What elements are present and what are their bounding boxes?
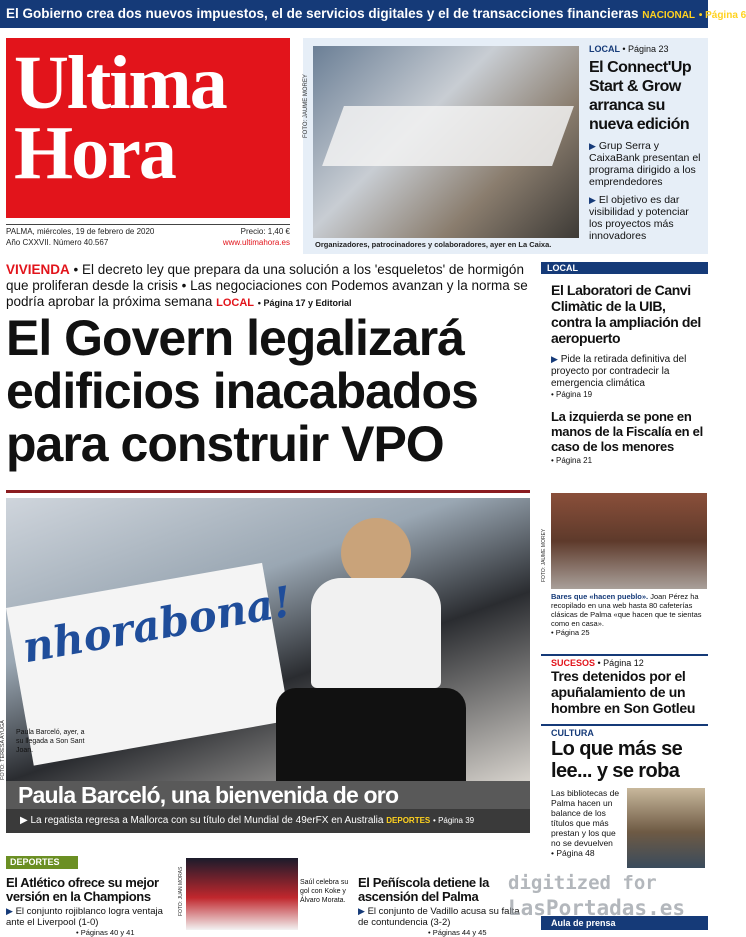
watermark-line2: LasPortadas.es bbox=[508, 896, 686, 920]
top-banner[interactable] bbox=[0, 0, 746, 28]
masthead-logo[interactable] bbox=[6, 38, 290, 218]
top-banner-page: • Página 6 bbox=[698, 10, 746, 21]
luggage bbox=[276, 688, 466, 781]
sidebar-story2-page: • Página 21 bbox=[551, 456, 593, 465]
photo-story-headline[interactable]: Paula Barceló, una bienvenida de oro bbox=[6, 781, 530, 809]
sidebar-story1-page: • Página 19 bbox=[551, 390, 593, 399]
triangle-icon: ▶ bbox=[358, 906, 365, 916]
main-story-section: LOCAL bbox=[216, 297, 255, 309]
connectup-section: LOCAL bbox=[589, 44, 620, 54]
cultura-kicker: CULTURA bbox=[551, 728, 594, 738]
bares-photo[interactable] bbox=[551, 493, 707, 589]
table-shape bbox=[322, 106, 574, 166]
atletico-block[interactable] bbox=[6, 876, 176, 937]
cultura-text: Las bibliotecas de Palma hacen un balance de los títulos que más prestan y los que no se devuelven bbox=[551, 788, 620, 848]
atletico-photo[interactable] bbox=[186, 858, 298, 930]
library-photo bbox=[627, 788, 705, 868]
bottom-strip bbox=[6, 856, 530, 937]
bares-text-block bbox=[551, 592, 705, 637]
top-banner-text: El Gobierno crea dos nuevos impuestos, el de servicios digitales y el de transacciones financieras bbox=[6, 6, 639, 21]
atletico-photo-credit: FOTO: JUAN MORAS bbox=[178, 866, 184, 916]
connectup-page: • Página 23 bbox=[622, 44, 669, 54]
connectup-bullet1: Grup Serra y CaixaBank presentan el programa dirigido a los emprendedores bbox=[589, 140, 701, 188]
main-story-page: • Página 17 y Editorial bbox=[257, 298, 352, 308]
main-headline-line1: El Govern legalizará bbox=[6, 310, 464, 366]
cultura-headline: Lo que más se lee... y se roba bbox=[551, 738, 683, 782]
masthead-date: PALMA, miércoles, 19 de febrero de 2020 bbox=[6, 227, 155, 236]
bottom-label: DEPORTES bbox=[6, 856, 78, 869]
main-headline-line3: para construir VPO bbox=[6, 416, 444, 472]
sidebar-story1-headline[interactable]: El Laboratori de Canvi Climàtic de la UIB, contra la ampliación del aeropuerto bbox=[551, 282, 701, 346]
divider bbox=[6, 490, 530, 493]
bares-text: Joan Pérez ha recopilado en una web hasta 80 cafeterías clásicas de Palma «que hacen que te sientas como en casa». bbox=[551, 592, 702, 628]
atletico-headline: El Atlético ofrece su mejor versión en la Champions bbox=[6, 875, 159, 904]
triangle-icon: ▶ bbox=[6, 906, 13, 916]
connectup-photo bbox=[313, 46, 579, 238]
sidebar-label: LOCAL bbox=[541, 262, 708, 274]
masthead-meta bbox=[6, 224, 290, 247]
triangle-icon: ▶ bbox=[551, 354, 558, 364]
sucesos-headline: Tres detenidos por el apuñalamiento de un hombre en Son Gotleu bbox=[551, 668, 696, 716]
cultura-text-block bbox=[551, 788, 623, 868]
photo-caption: Paula Barceló, ayer, a su llegada a Son Sant Joan. bbox=[16, 729, 85, 754]
sidebar-story1-bullet: Pide la retirada definitiva del proyecto por contradecir la emergencia climática bbox=[551, 354, 687, 389]
connectup-text bbox=[589, 44, 704, 242]
bares-lead: Bares que «hacen pueblo». bbox=[551, 592, 649, 601]
connectup-box[interactable] bbox=[303, 38, 708, 254]
masthead-price: Precio: 1,40 € bbox=[240, 227, 290, 236]
peniscola-block[interactable] bbox=[358, 876, 530, 937]
logo-line2: Hora bbox=[14, 111, 175, 195]
connectup-caption: Organizadores, patrocinadores y colaboradores, ayer en La Caixa. bbox=[315, 240, 552, 249]
athlete-body bbox=[311, 578, 441, 688]
bares-page: • Página 25 bbox=[551, 628, 590, 637]
welcome-banner-text: nhorabona! bbox=[18, 576, 296, 673]
main-story-kicker: VIVIENDA bbox=[6, 262, 70, 277]
masthead-website[interactable]: www.ultimahora.es bbox=[222, 238, 290, 247]
airport-photo[interactable] bbox=[6, 498, 530, 781]
sidebar bbox=[541, 262, 708, 930]
peniscola-page: • Páginas 44 y 45 bbox=[428, 928, 487, 937]
bares-photo-credit: FOTO: JAUME MOREY bbox=[541, 528, 547, 582]
sucesos-page: • Página 12 bbox=[597, 658, 644, 668]
connectup-photo-credit: FOTO: JAUME MOREY bbox=[303, 74, 309, 138]
main-headline[interactable] bbox=[6, 312, 526, 471]
triangle-icon: ▶ bbox=[589, 195, 596, 205]
peniscola-text: El conjunto de Vadillo acusa su falta de contundencia (3-2) bbox=[358, 906, 520, 928]
main-headline-line2: edificios inacabados bbox=[6, 363, 478, 419]
sidebar-story2-headline[interactable]: La izquierda se pone en manos de la Fiscalía en el caso de los menores bbox=[551, 409, 703, 454]
atletico-page: • Páginas 40 y 41 bbox=[76, 928, 135, 937]
top-banner-section: NACIONAL bbox=[642, 10, 696, 21]
main-story-deck bbox=[6, 262, 530, 311]
sucesos-kicker: SUCESOS bbox=[551, 658, 596, 668]
connectup-bullet2: El objetivo es dar visibilidad y potenciar los proyectos más innovadores bbox=[589, 194, 689, 242]
triangle-icon: ▶ bbox=[589, 141, 596, 151]
divider bbox=[541, 724, 708, 726]
sucesos-block[interactable] bbox=[551, 658, 707, 716]
photo-story-subtitle-bar bbox=[6, 809, 530, 833]
aula-label: Aula de prensa bbox=[551, 918, 616, 928]
watermark-line1: digitized for bbox=[508, 872, 657, 894]
atletico-text: El conjunto rojiblanco logra ventaja ante el Liverpool (1-0) bbox=[6, 906, 163, 928]
cultura-block[interactable] bbox=[551, 728, 707, 868]
logo-line1: Ultima bbox=[14, 41, 226, 125]
connectup-headline[interactable]: El Connect'Up Start & Grow arranca su nueva edición bbox=[589, 59, 692, 133]
photo-story-page: • Página 39 bbox=[433, 816, 475, 825]
masthead-issue: Año CXXVII. Número 40.567 bbox=[6, 238, 109, 247]
divider bbox=[541, 654, 708, 656]
triangle-icon: ▶ bbox=[20, 815, 28, 826]
main-story-deck-text: • El decreto ley que prepara da una solución a los 'esqueletos' de hormigón que proliferan desde la crisis • Las negociaciones con Podemos avanzan y la norma se podría aprobar la próxima semana bbox=[6, 262, 528, 309]
atletico-photo-caption: Saúl celebra su gol con Koke y Álvaro Morata. bbox=[300, 879, 349, 904]
photo-story-subtitle: La regatista regresa a Mallorca con su título del Mundial de 49erFX en Australia bbox=[30, 815, 384, 826]
peniscola-headline: El Peñíscola detiene la ascensión del Palma bbox=[358, 875, 489, 904]
cultura-page: • Página 48 bbox=[551, 848, 595, 858]
photo-story-section: DEPORTES bbox=[386, 816, 431, 825]
airport-photo-credit: FOTO: TERESA AYUGA bbox=[0, 720, 6, 780]
